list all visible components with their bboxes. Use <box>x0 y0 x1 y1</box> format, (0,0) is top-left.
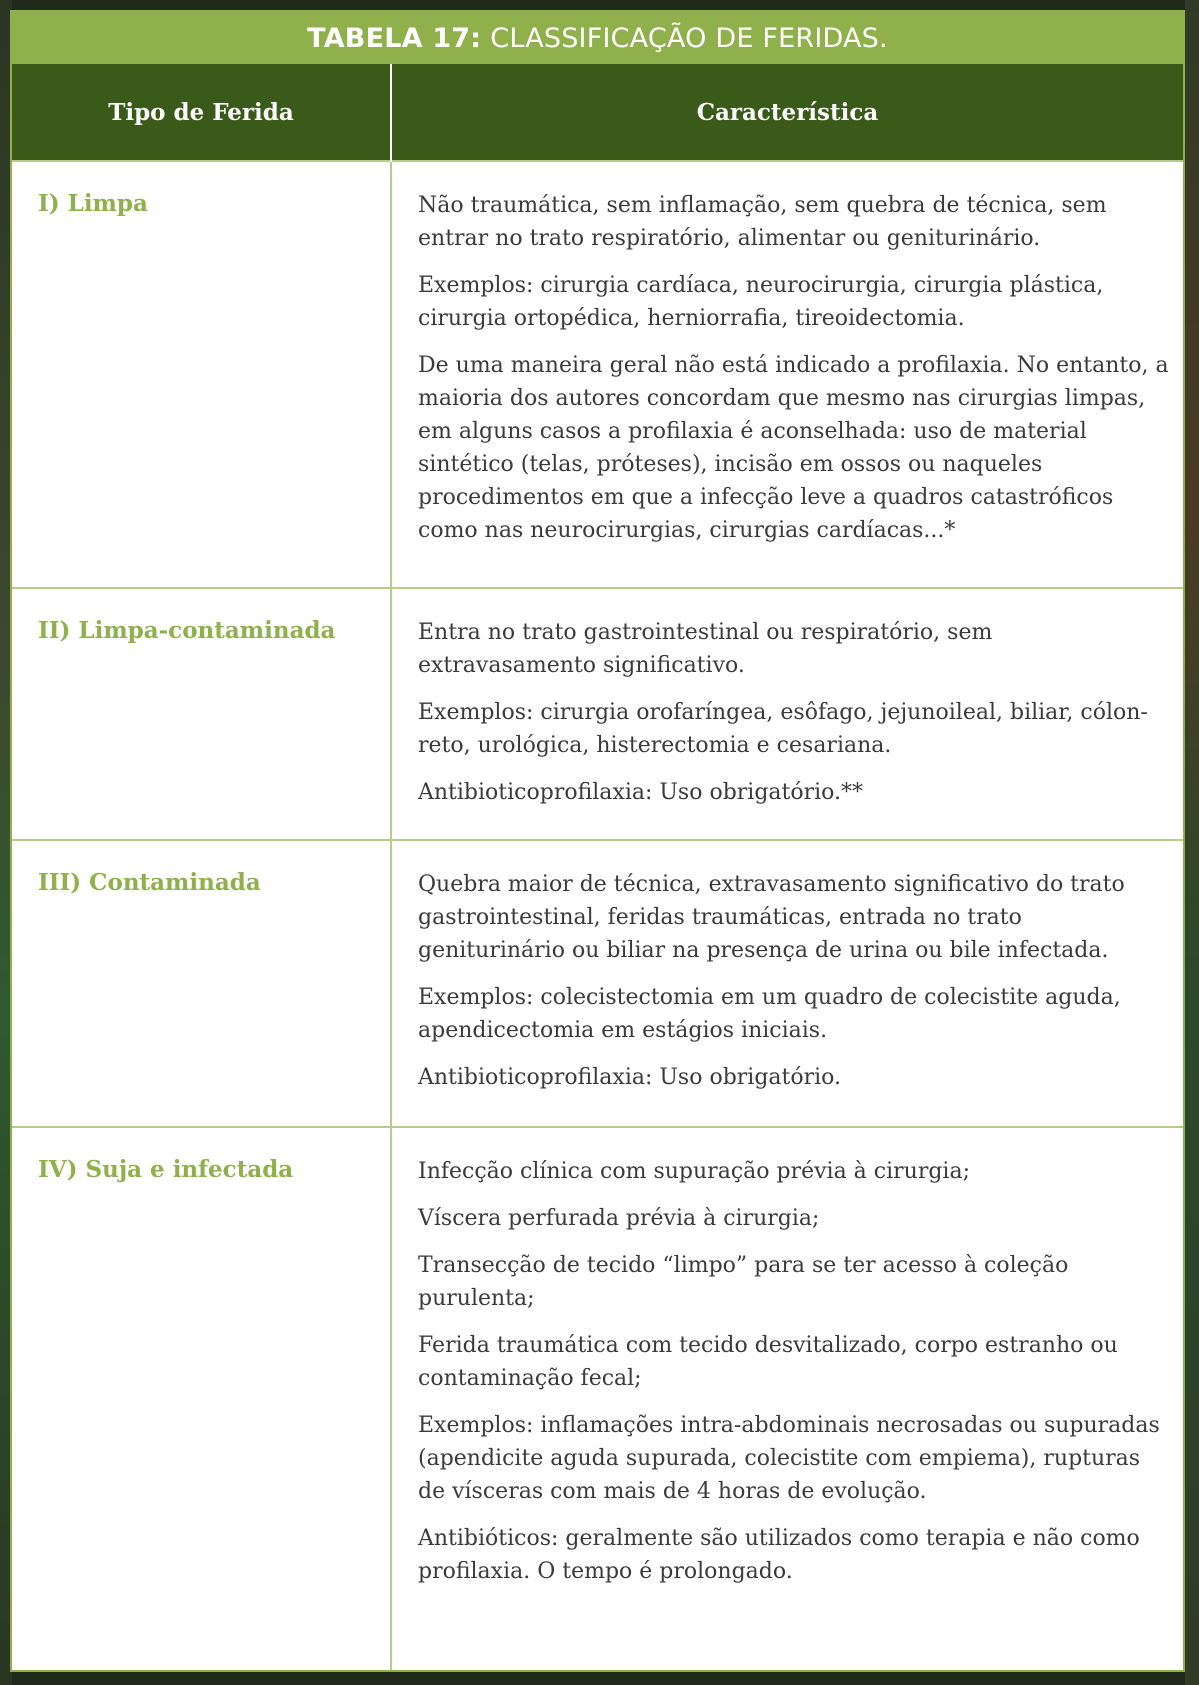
characteristic-paragraph: Quebra maior de técnica, extravasamento significativo do trato gastrointestinal, feridas traumáticas, entrada no trato geniturinário ou biliar na presença de urina ou bile infectada. <box>418 872 1125 963</box>
characteristic-paragraph: De uma maneira geral não está indicado a profilaxia. No entanto, a maioria dos autores concordam que mesmo nas cirurgias limpas, em alguns casos a profilaxia é aconselhada: uso de material sintético (telas, próteses), incisão em ossos ou naqueles procedimentos em que a infecção leve a quadros catastróficos como nas neurocirurgias, cirurgias cardíacas...* <box>418 353 1169 543</box>
table-row-limpa <box>12 161 1183 588</box>
characteristic-paragraph: Transecção de tecido “limpo” para se ter acesso à coleção purulenta; <box>418 1253 1069 1311</box>
header-characteristic: Característica <box>391 64 1183 161</box>
wound-type-cell: III) Contaminada <box>12 840 391 1127</box>
characteristic-paragraph: Víscera perfurada prévia à cirurgia; <box>418 1206 820 1231</box>
wound-classification-table-card <box>10 10 1185 1672</box>
characteristic-paragraph: Entra no trato gastrointestinal ou respiratório, sem extravasamento significativo. <box>418 620 993 678</box>
table-header-row <box>12 64 1183 161</box>
wound-type-cell: I) Limpa <box>12 161 391 588</box>
characteristic-paragraph: Antibioticoprofilaxia: Uso obrigatório.** <box>418 780 864 805</box>
table-title <box>12 12 1183 64</box>
wound-type-cell: II) Limpa-contaminada <box>12 588 391 840</box>
characteristic-cell <box>391 161 1183 588</box>
characteristic-cell <box>391 1127 1183 1672</box>
characteristic-paragraph: Antibioticoprofilaxia: Uso obrigatório. <box>418 1065 842 1090</box>
wound-classification-table <box>12 64 1183 1672</box>
characteristic-paragraph: Antibióticos: geralmente são utilizados como terapia e não como profilaxia. O tempo é prolongado. <box>418 1526 1140 1584</box>
wound-type-cell: IV) Suja e infectada <box>12 1127 391 1672</box>
characteristic-paragraph: Não traumática, sem inflamação, sem quebra de técnica, sem entrar no trato respiratório, alimentar ou geniturinário. <box>418 193 1107 251</box>
characteristic-paragraph: Exemplos: colecistectomia em um quadro de colecistite aguda, apendicectomia em estágios iniciais. <box>418 985 1121 1043</box>
characteristic-paragraph: Exemplos: cirurgia orofaríngea, esôfago, jejunoileal, biliar, cólon-reto, urológica, histerectomia e cesariana. <box>418 700 1148 758</box>
table-row-limpa-contaminada <box>12 588 1183 840</box>
table-title-label: TABELA 17: <box>307 22 482 54</box>
characteristic-paragraph: Infecção clínica com supuração prévia à cirurgia; <box>418 1159 970 1184</box>
characteristic-paragraph: Exemplos: cirurgia cardíaca, neurocirurgia, cirurgia plástica, cirurgia ortopédica, herniorrafia, tireoidectomia. <box>418 273 1104 331</box>
background-edge-right <box>1185 0 1199 1685</box>
characteristic-paragraph: Exemplos: inflamações intra-abdominais necrosadas ou supuradas (apendicite aguda supurada, colecistite com empiema), rupturas de vísceras com mais de 4 horas de evolução. <box>418 1413 1160 1504</box>
table-row-suja-infectada <box>12 1127 1183 1672</box>
table-row-contaminada <box>12 840 1183 1127</box>
characteristic-cell <box>391 840 1183 1127</box>
table-title-text: CLASSIFICAÇÃO DE FERIDAS. <box>490 22 888 54</box>
header-wound-type: Tipo de Ferida <box>12 64 391 161</box>
characteristic-cell <box>391 588 1183 840</box>
characteristic-paragraph: Ferida traumática com tecido desvitalizado, corpo estranho ou contaminação fecal; <box>418 1333 1118 1391</box>
